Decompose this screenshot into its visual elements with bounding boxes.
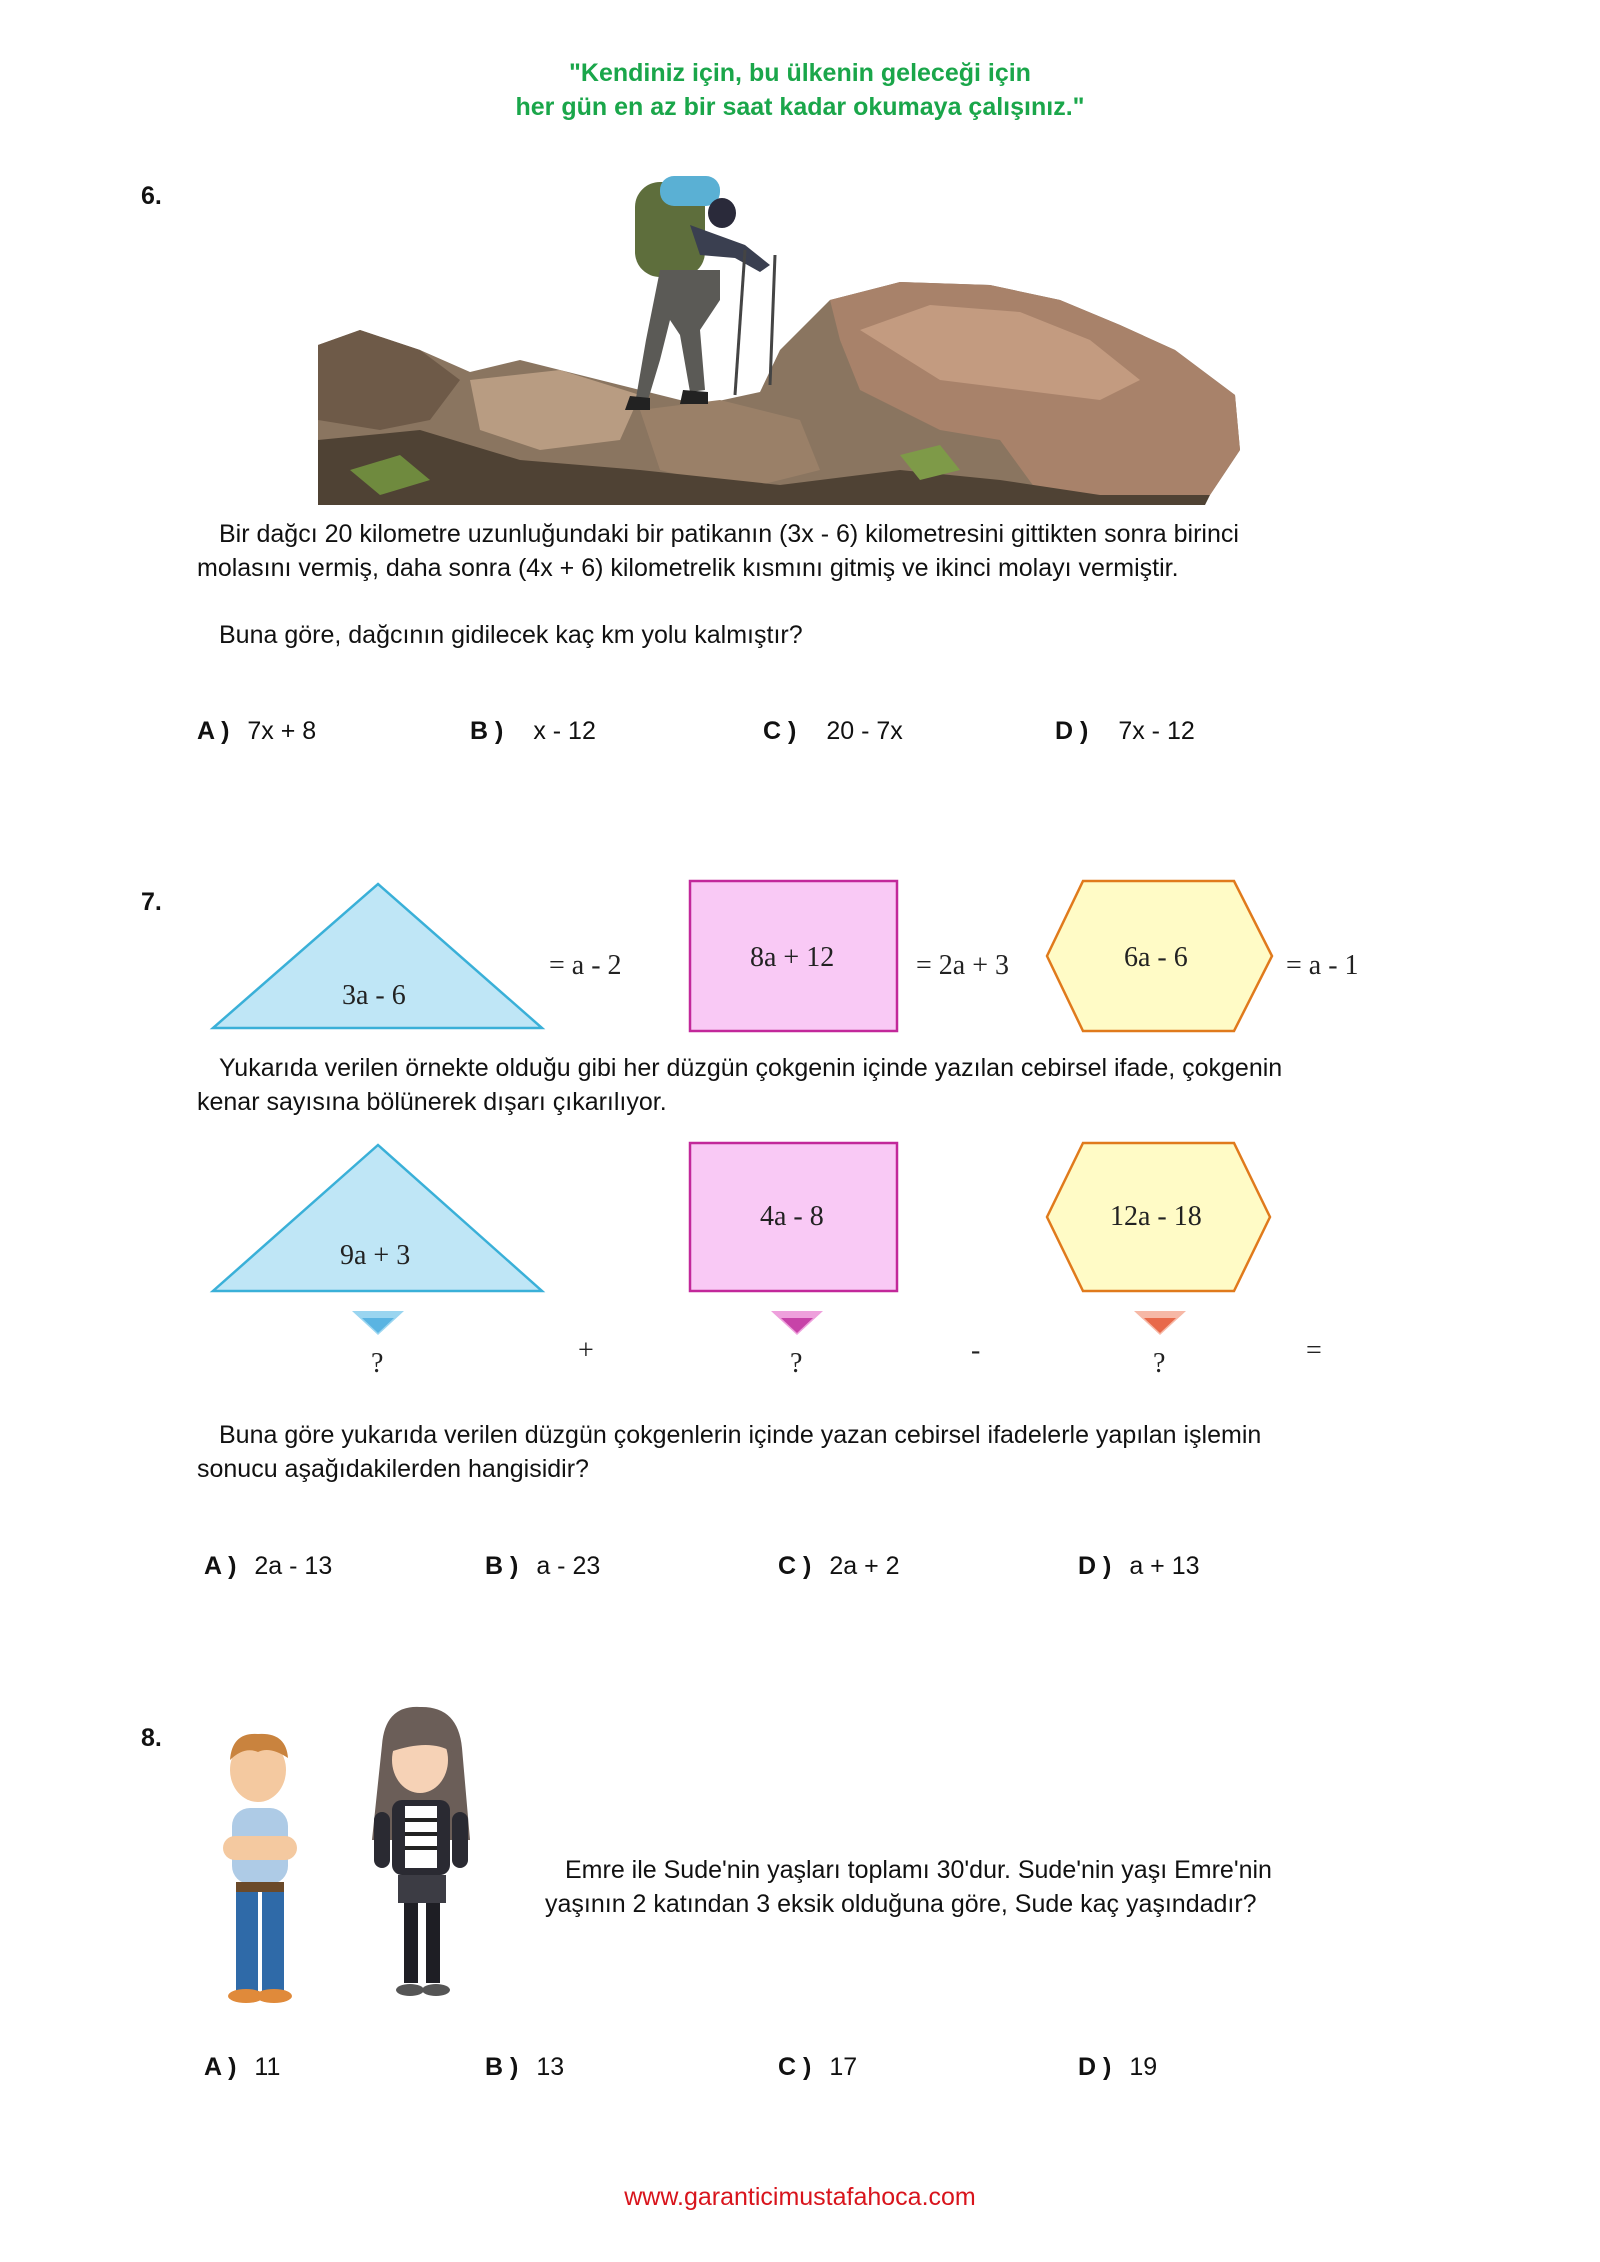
example-hexagon-expression: 6a - 6 (1124, 942, 1188, 973)
q7-option-b-letter: B ) (485, 1552, 519, 1580)
q6-option-b-value: x - 12 (533, 717, 596, 745)
q7-option-a-letter: A ) (204, 1552, 237, 1580)
q6-option-d-letter: D ) (1055, 717, 1089, 745)
footer-website-link[interactable]: www.garanticimustafahoca.com (624, 2183, 976, 2211)
q8-option-d-value: 19 (1129, 2053, 1158, 2081)
problem-square-expression: 4a - 8 (760, 1201, 824, 1232)
q7-option-d-letter: D ) (1078, 1552, 1112, 1580)
girl-figure (372, 1707, 470, 1996)
q6-option-c-letter: C ) (763, 717, 797, 745)
q7-option-b-value: a - 23 (536, 1552, 601, 1580)
q8-option-c[interactable] (778, 2053, 857, 2082)
q8-option-c-value: 17 (829, 2053, 858, 2081)
example-triangle-result: = a - 2 (549, 950, 622, 981)
question-8-number: 8. (141, 1724, 162, 1752)
q7-option-a-value: 2a - 13 (254, 1552, 333, 1580)
unknown-mark-1: ? (371, 1348, 384, 1379)
q8-option-b[interactable] (485, 2053, 564, 2082)
plus-sign: + (578, 1335, 594, 1366)
unknown-mark-2: ? (790, 1348, 803, 1379)
unknown-mark-3: ? (1153, 1348, 1166, 1379)
question-6-text-line-1: Bir dağcı 20 kilometre uzunluğundaki bir patikanın (3x - 6) kilometresini gittikten sonra birinci (219, 520, 1239, 548)
question-7-text-line-2: kenar sayısına bölünerek dışarı çıkarılıyor. (197, 1088, 667, 1116)
q7-option-d-value: a + 13 (1129, 1552, 1200, 1580)
q8-option-a[interactable] (204, 2053, 280, 2082)
q8-option-c-letter: C ) (778, 2053, 812, 2081)
q8-option-d-letter: D ) (1078, 2053, 1112, 2081)
q8-option-b-value: 13 (536, 2053, 565, 2081)
q8-option-b-letter: B ) (485, 2053, 519, 2081)
q6-option-b-letter: B ) (470, 717, 504, 745)
question-8-text-line-2: yaşının 2 katından 3 eksik olduğuna göre, Sude kaç yaşındadır? (545, 1890, 1257, 1918)
q6-option-a-letter: A ) (197, 717, 230, 745)
equals-sign: = (1306, 1335, 1322, 1366)
q8-option-a-letter: A ) (204, 2053, 237, 2081)
question-7-prompt-line-2: sonucu aşağıdakilerden hangisidir? (197, 1455, 589, 1483)
question-6-number: 6. (141, 182, 162, 210)
q7-option-c-value: 2a + 2 (829, 1552, 900, 1580)
q6-option-d-value: 7x - 12 (1118, 717, 1195, 745)
boy-figure (223, 1734, 297, 2003)
question-7-text-line-1: Yukarıda verilen örnekte olduğu gibi her düzgün çokgenin içinde yazılan cebirsel ifade, çokgenin (219, 1054, 1283, 1082)
problem-hexagon-expression: 12a - 18 (1110, 1201, 1202, 1232)
problem-triangle-expression: 9a + 3 (340, 1240, 411, 1271)
q7-option-c-letter: C ) (778, 1552, 812, 1580)
motto-line-1: "Kendiniz için, bu ülkenin geleceği için (569, 59, 1031, 87)
question-8-text-line-1: Emre ile Sude'nin yaşları toplamı 30'dur. Sude'nin yaşı Emre'nin (565, 1856, 1272, 1884)
minus-sign: - (971, 1335, 981, 1366)
q8-option-d[interactable] (1078, 2053, 1157, 2082)
q6-option-a-value: 7x + 8 (247, 717, 317, 745)
motto-line-2: her gün en az bir saat kadar okumaya çalışınız." (515, 93, 1085, 121)
q6-option-c-value: 20 - 7x (826, 717, 903, 745)
example-hexagon-result: = a - 1 (1286, 950, 1359, 981)
q8-option-a-value: 11 (254, 2053, 281, 2081)
question-6-text-line-2: molasını vermiş, daha sonra (4x + 6) kilometrelik kısmını gitmiş ve ikinci molayı vermiştir. (197, 554, 1179, 582)
example-square-expression: 8a + 12 (750, 942, 835, 973)
example-triangle-expression: 3a - 6 (342, 980, 406, 1011)
example-square-result: = 2a + 3 (916, 950, 1010, 981)
question-6-prompt: Buna göre, dağcının gidilecek kaç km yolu kalmıştır? (219, 621, 803, 649)
question-7-number: 7. (141, 888, 162, 916)
question-7-prompt-line-1: Buna göre yukarıda verilen düzgün çokgenlerin içinde yazan cebirsel ifadelerle yapılan işlemin (219, 1421, 1262, 1449)
